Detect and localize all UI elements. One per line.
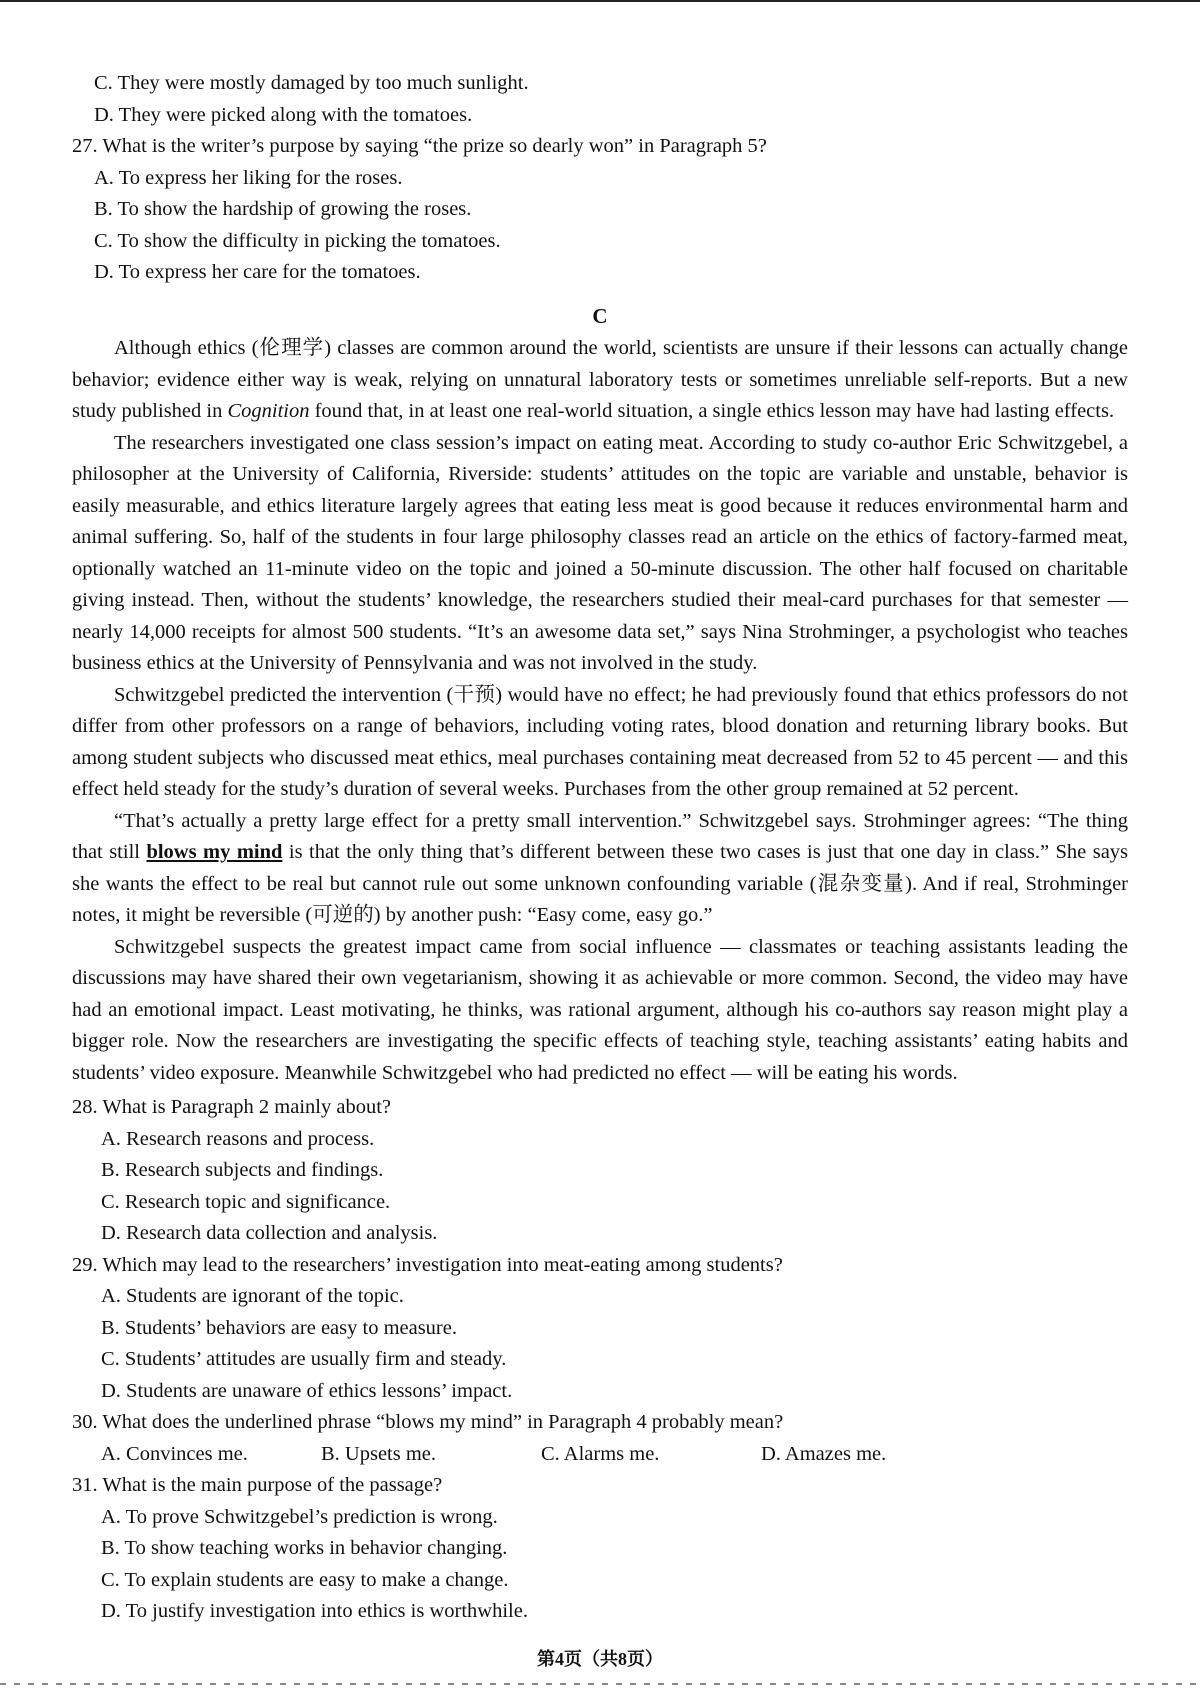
- section-heading: [72, 301, 1128, 333]
- passage-paragraph-3: Schwitzgebel predicted the intervention (干预) would have no effect; he had previously found that ethics professors do not differ from other professors on a range of behaviors, including voting rates, blood donation and returning library books. But among student subjects who discussed meat ethics, meal purchases containing meat decreased from 52 to 45 percent — and this effect held steady for the study’s duration of several weeks. Purchases from the other group remained at 52 percent.: [72, 683, 1128, 800]
- q27-option-b: B. To show the hardship of growing the roses.: [94, 198, 472, 220]
- q28-option-a: A. Research reasons and process.: [101, 1127, 375, 1150]
- passage-paragraph-2: The researchers investigated one class session’s impact on eating meat. According to study co-author Eric Schwitzgebel, a philosopher at the University of California, Riverside: students’ attitudes on the topic are variable and unstable, behavior is easily measurable, and ethics literature largely agrees that eating less meat is good because it reduces environmental harm and animal suffering. So, half of the students in four large philosophy classes read an article on the ethics of factory-farmed meat, optionally watched an 11-minute video on the topic and joined a 50-minute discussion. The other half focused on charitable giving instead. Then, without the students’ knowledge, the researchers studied their meal-card purchases for that semester — nearly 14,000 receipts for almost 500 students. “It’s an awesome data set,” says Nina Strohminger, a psychologist who teaches business ethics at the University of Pennsylvania and was not involved in the study.: [72, 431, 1128, 674]
- bottom-dashed-rule: [0, 1683, 1200, 1685]
- q27-option-c: C. To show the difficulty in picking the tomatoes.: [94, 229, 501, 252]
- q31-option-a: A. To prove Schwitzgebel’s prediction is wrong.: [101, 1505, 498, 1528]
- q29-option-d: D. Students are unaware of ethics lessons’ impact.: [101, 1379, 513, 1402]
- q30-option-c: C. Alarms me.: [541, 1442, 660, 1465]
- question-block-28-31: [72, 1092, 1128, 1628]
- passage: [72, 333, 1128, 1089]
- q27-option-d: D. To express her care for the tomatoes.: [94, 261, 421, 283]
- q28-stem: 28. What is Paragraph 2 mainly about?: [72, 1096, 392, 1118]
- p1-text-a: Although ethics (伦理学) classes are common around the world, scientists are unsure if their lessons can actually change behavior; evidence either way is weak, relying on unnatural laboratory tests or sometimes unreliable self-reports. But a new study published in: [72, 337, 1128, 422]
- q29-stem: 29. Which may lead to the researchers’ investigation into meat-eating among students?: [72, 1253, 783, 1276]
- page-number-footer: 第4页（共8页）: [537, 1649, 663, 1669]
- q27-stem: 27. What is the writer’s purpose by saying “the prize so dearly won” in Paragraph 5?: [72, 135, 767, 157]
- q28-option-b: B. Research subjects and findings.: [101, 1159, 384, 1181]
- q31-option-b: B. To show teaching works in behavior changing.: [101, 1537, 508, 1559]
- p1-text-b: found that, in at least one real-world situation, a single ethics lesson may have had lasting effects.: [309, 400, 1115, 422]
- passage-paragraph-4: [72, 806, 1128, 932]
- q27-option-a: A. To express her liking for the roses.: [94, 166, 403, 189]
- question-block-26-27: [72, 68, 1128, 289]
- q28-option-c: C. Research topic and significance.: [101, 1190, 391, 1213]
- q28-option-d: D. Research data collection and analysis.: [101, 1222, 438, 1244]
- q30-option-b: B. Upsets me.: [321, 1442, 437, 1465]
- q29-option-c: C. Students’ attitudes are usually firm and steady.: [101, 1348, 507, 1370]
- q29-option-b: B. Students’ behaviors are easy to measure.: [101, 1316, 457, 1339]
- p4-text-a: “That’s actually a pretty large effect for a pretty small intervention.” Schwitzgebel says. Strohminger agrees: “The thing that still: [72, 809, 1128, 863]
- q26-option-d: D. They were picked along with the tomatoes.: [94, 103, 473, 126]
- q26-option-c: C. They were mostly damaged by too much sunlight.: [94, 72, 529, 94]
- q30-options: [72, 1439, 1128, 1471]
- q31-option-d: D. To justify investigation into ethics is worthwhile.: [101, 1600, 528, 1622]
- q31-option-c: C. To explain students are easy to make a change.: [101, 1568, 509, 1591]
- journal-name: Cognition: [227, 400, 310, 422]
- passage-paragraph-1: [72, 333, 1128, 428]
- top-border: [0, 0, 1200, 2]
- p4-text-b: is that the only thing that’s different between these two cases is just that one day in class.” She says she wants the effect to be real but cannot rule out some unknown confounding variable (混杂变量). And if real, Strohminger notes, it might be reversible (可逆的) by another push: “Easy come, easy go.”: [72, 841, 1129, 926]
- section-letter: C: [592, 304, 608, 328]
- q30-stem: 30. What does the underlined phrase “blows my mind” in Paragraph 4 probably mean?: [72, 1411, 784, 1433]
- q31-stem: 31. What is the main purpose of the passage?: [72, 1474, 443, 1496]
- q30-option-a: A. Convinces me.: [101, 1442, 248, 1465]
- q30-option-d: D. Amazes me.: [761, 1442, 887, 1465]
- q29-option-a: A. Students are ignorant of the topic.: [101, 1285, 404, 1307]
- passage-paragraph-5: Schwitzgebel suspects the greatest impact came from social influence — classmates or teaching assistants leading the discussions may have shared their own vegetarianism, showing it as achievable or more common. Second, the video may have had an emotional impact. Least motivating, he thinks, was rational argument, although his co-authors say reason might play a bigger role. Now the researchers are investigating the specific effects of teaching style, teaching assistants’ eating habits and students’ video exposure. Meanwhile Schwitzgebel who had predicted no effect — will be eating his words.: [72, 935, 1128, 1084]
- underlined-phrase: blows my mind: [146, 841, 283, 863]
